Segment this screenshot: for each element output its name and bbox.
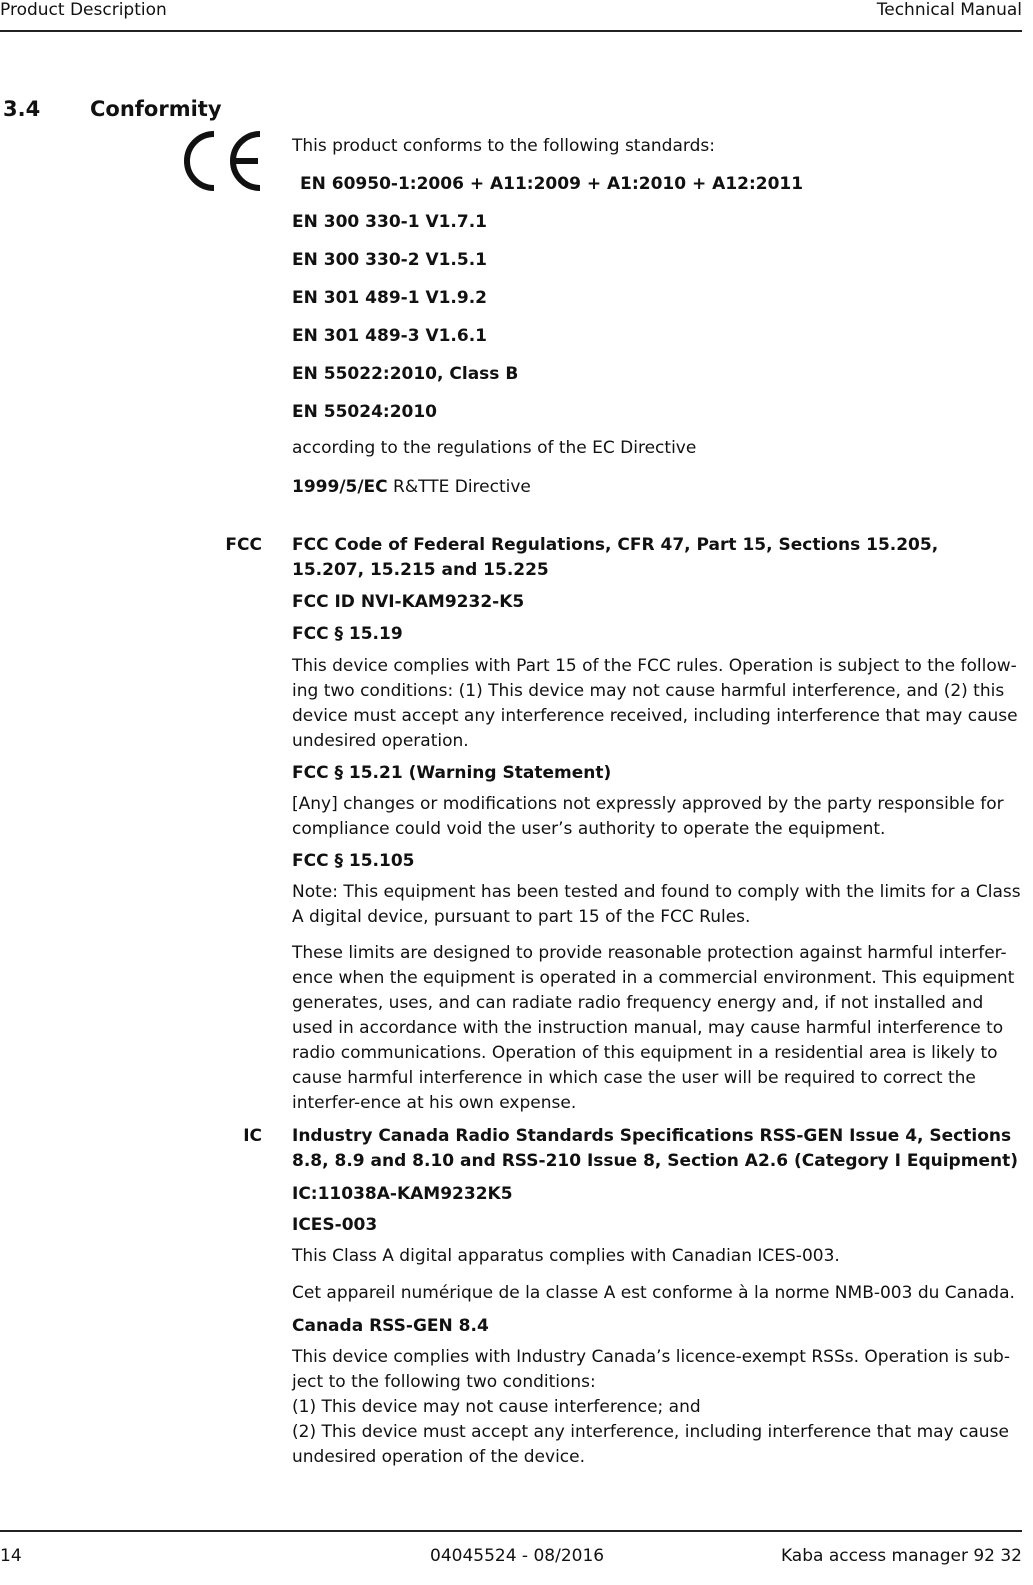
section-title: Conformity xyxy=(90,97,222,121)
fcc-15-105-heading: FCC § 15.105 xyxy=(292,851,415,871)
fcc-15-21-heading: FCC § 15.21 (Warning Statement) xyxy=(292,763,612,783)
header-rule xyxy=(0,30,1022,32)
footer-rule xyxy=(0,1530,1022,1532)
fcc-id: FCC ID NVI-KAM9232-K5 xyxy=(292,592,525,612)
header-left: Product Description xyxy=(0,0,167,20)
ce-regulation-text: according to the regulations of the EC Directive xyxy=(292,438,697,458)
fcc-title: FCC Code of Federal Regulations, CFR 47, Part 15, Sections 15.205, 15.207, 15.215 and 15.225 xyxy=(292,535,939,580)
ic-id: IC:11038A-KAM9232K5 xyxy=(292,1184,513,1204)
fcc-15-19-heading: FCC § 15.19 xyxy=(292,624,403,644)
fcc-15-21-text: [Any] changes or modifications not expressly approved by the party responsible for compliance could void the user’s authority to operate the equipment. xyxy=(292,794,1004,839)
ices-heading: ICES-003 xyxy=(292,1215,378,1235)
fcc-15-105-note: Note: This equipment has been tested and found to comply with the limits for a Class A digital device, pursuant to part 15 of the FCC Rules. xyxy=(292,882,1021,927)
standard-item: EN 55024:2010 xyxy=(292,402,438,422)
ce-directive xyxy=(292,475,1024,500)
directive-number: 1999/5/EC xyxy=(292,477,388,497)
fcc-15-19-text: This device complies with Part 15 of the FCC rules. Operation is subject to the follow-ing two conditions: (1) This device may not cause harmful interference, and (2) this device must accept any interference received, including interference that may cause undesired operation. xyxy=(292,656,1018,751)
rss-condition-1: (1) This device may not cause interference; and xyxy=(292,1397,701,1417)
ce-intro: This product conforms to the following standards: xyxy=(292,136,715,156)
rss-text xyxy=(292,1345,1024,1470)
footer-product: Kaba access manager 92 32 xyxy=(780,1546,1022,1566)
ices-french: Cet appareil numérique de la classe A est conforme à la norme NMB-003 du Canada. xyxy=(292,1283,1015,1303)
ic-title: Industry Canada Radio Standards Specifications RSS-GEN Issue 4, Sections 8.8, 8.9 and 8.10 and RSS-210 Issue 8, Section A2.6 (Category I Equipment) xyxy=(292,1126,1018,1171)
ic-label: IC xyxy=(243,1126,262,1146)
section-number: 3.4 xyxy=(3,97,41,121)
footer-page-number: 14 xyxy=(0,1546,22,1566)
fcc-label: FCC xyxy=(225,535,262,555)
standard-item: EN 300 330-1 V1.7.1 xyxy=(292,212,488,232)
rss-intro: This device complies with Industry Canada’s licence-exempt RSSs. Operation is sub-ject to the following two conditions: xyxy=(292,1347,1010,1392)
header-right: Technical Manual xyxy=(876,0,1022,20)
directive-name: R&TTE Directive xyxy=(387,477,531,497)
standard-item: EN 300 330-2 V1.5.1 xyxy=(292,250,488,270)
fcc-15-105-limits: These limits are designed to provide reasonable protection against harmful interfer-ence when the equipment is operated in a commercial environment. This equipment generates, uses, and can radiate radio frequency energy and, if not installed and used in accordance with the instruction manual, may cause harmful interference to radio communications. Operation of this equipment in a residential area is likely to cause harmful interference in which case the user will be required to correct the interfer-ence at his own expense. xyxy=(292,943,1015,1113)
standard-item: EN 60950-1:2006 + A11:2009 + A1:2010 + A12:2011 xyxy=(300,174,804,194)
rss-condition-2: (2) This device must accept any interference, including interference that may cause undesired operation of the device. xyxy=(292,1422,1009,1467)
standard-item: EN 301 489-1 V1.9.2 xyxy=(292,288,488,308)
ce-mark-icon xyxy=(178,130,264,192)
standard-item: EN 301 489-3 V1.6.1 xyxy=(292,326,488,346)
footer-doc-number: 04045524 - 08/2016 xyxy=(430,1546,605,1566)
standard-item: EN 55022:2010, Class B xyxy=(292,364,519,384)
rss-heading: Canada RSS-GEN 8.4 xyxy=(292,1316,489,1336)
ices-english: This Class A digital apparatus complies with Canadian ICES-003. xyxy=(292,1246,840,1266)
